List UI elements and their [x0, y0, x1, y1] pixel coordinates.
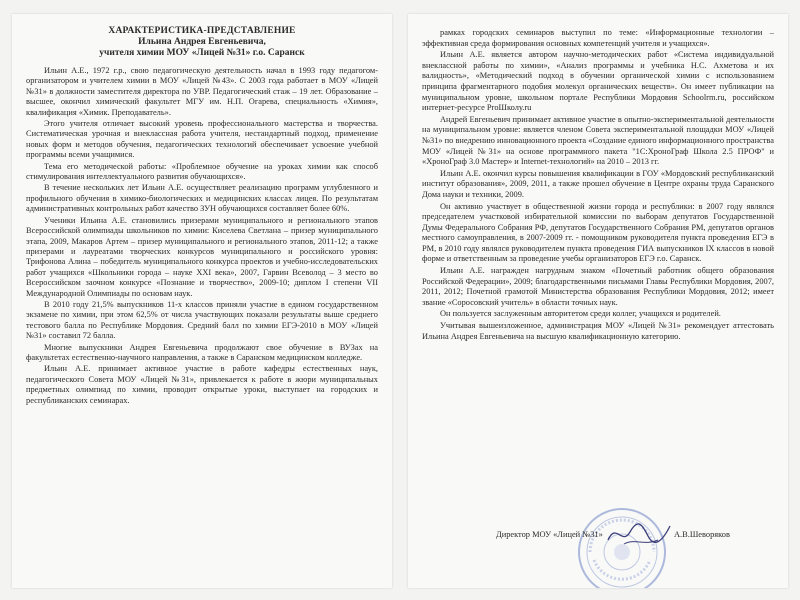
paragraph: Ученики Ильина А.Е. становились призерами муниципального и регионального этапов Всероссийской олимпиады школьников по химии: Киселева Светлана – призер муниципального этапа, 2009, Макаров Артем – призер муниципального и регионального этапов, 2011-12; а также призерами и лауреатами творческих конкурсов муниципального и российского уровня: Трифонова Алина – победитель муниципального конкурса проектов и учебно-исследовательских работ учащихся «Школьники города – науке XXI века», 2007, Гарвин Всеволод – 3 место во Всероссийском заочном конкурсе «Познание и творчество», 2009-10; диплом I степени VII Международной Олимпиады по основам наук. — [26, 215, 378, 298]
paragraph: Многие выпускники Андрея Евгеньевича продолжают свое обучение в ВУЗах на факультетах естественно-научного направления, а также в Саранском медицинском колледже. — [26, 342, 378, 362]
signature-block — [408, 510, 788, 588]
paragraph: Ильин А.Е., 1972 г.р., свою педагогическую деятельность начал в 1993 году педагогом-организатором и учителем химии в МОУ «Лицей №43». С 2003 года работает в МОУ «Лицей №31» в должности заместителя директора по УВР. Педагогический стаж – 19 лет. Образование – высшее, окончил химический факультет МГУ им. Н.П. Огарева, специальность «Химия», квалификация «Химик. Преподаватель». — [26, 66, 378, 117]
document-body-left — [12, 58, 392, 406]
paragraph: В течение нескольких лет Ильин А.Е. осуществляет реализацию программ углубленного и профильного обучения в химико-биологических и медицинских классах лицея. По результатам административных контрольных работ качество ЗУН обучающихся составляет более 60%. — [26, 183, 378, 214]
paragraph: Он активно участвует в общественной жизни города и республики: в 2007 году являлся председателем участковой избирательной комиссии по выборам депутатов Государственной Думы Федерального Собрания РФ, депутатов Государственного Собрания РМ, депутатов органов местного самоуправления, в 2007-2009 гг. - помощником руководителя пункта проведения ЕГЭ в РМ, в 2010 году являлся руководителем пункта проведения ГИА выпускников IX классов в новой форме и ответственным за проведение учебы организаторов ЕГЭ г.о. Саранск. — [422, 201, 774, 264]
paragraph: Тема его методической работы: «Проблемное обучение на уроках химии как способ стимулирования интеллектуального развития обучающихся». — [26, 161, 378, 182]
paragraph: Андрей Евгеньевич принимает активное участие в опытно-экспериментальной деятельности на муниципальном уровне: является членом Совета экспериментальной площадки МОУ «Лицей №31» по внедрению инновационного проекта «Создание единого информационного пространства МОУ «Лицей №31» на основе программного пакета "1С:ХроноГраф Школа 2.5 ПРОФ" и «ХроноГраф 3.0 Мастер» и Internet-технологий» на 2010 – 2013 гг. — [422, 114, 774, 167]
paragraph: Он пользуется заслуженным авторитетом среди коллег, учащихся и родителей. — [440, 309, 721, 319]
document-page-right — [408, 14, 788, 588]
paragraph: Ильин А.Е. награжден нагрудным знаком «Почетный работник общего образования Российской Федерации», 2009; благодарственными письмами Главы Республики Мордовия, 2007, 2011, 2012; Почетной грамотой Министерства образования Республики Мордовия, 2012; имеет звание «Соросовский учитель» в области точных наук. — [422, 266, 774, 307]
paragraph: рамках городских семинаров выступил по теме: «Информационные технологии – эффективная среда формирования основных компетенций учителя и учащихся». — [422, 28, 774, 48]
paragraph: В 2010 году 21,5% выпускников 11-х классов приняли участие в едином государственном экзамене по химии, при этом 62,5% от числа участвующих показали результаты выше среднего тестового балла по Республике Мордовия. Средний балл по химии ЕГЭ-2010 в МОУ «Лицей №31» составил 72 балла. — [26, 299, 378, 341]
paragraph: Учитывая вышеизложенное, администрация МОУ «Лицей №31» рекомендует аттестовать Ильина Андрея Евгеньевича на высшую квалификационную категорию. — [422, 321, 774, 341]
paragraph: Ильин А.Е. является автором научно-методических работ «Система индивидуальной внеклассной работы по химии», «Анализ программы и учебника Н.С. Ахметова и их валидность», «Методический подход в обучении органической химии с использованием принципа фрагментарного подобия молекул органических веществ». Он имеет публикации на муниципальном уровне, школьном портале Республики Мордовия Schoolrm.ru, российском интернет-ресурсе ProШколу.ru — [422, 50, 774, 113]
director-name: А.В.Шеворяков — [674, 530, 730, 539]
teacher-position: учителя химии МОУ «Лицей №31» г.о. Саранск — [99, 48, 305, 58]
document-page-left — [12, 14, 392, 588]
document-title: ХАРАКТЕРИСТИКА-ПРЕДСТАВЛЕНИЕ — [108, 26, 296, 36]
paragraph: Ильин А.Е. окончил курсы повышения квалификации в ГОУ «Мордовский республиканский институт образования», 2009, 2011, а также прошел обучение в Центре охраны труда Саранского Дома науки и техники, 2009. — [422, 168, 774, 199]
paragraph: Ильин А.Е. принимает активное участие в работе кафедры естественных наук, педагогического Совета МОУ «Лицей №31», привлекается к работе в жюри муниципальных предметных олимпиад по химии, проводит открытые уроки, выступает на городских и республиканских семинарах. — [26, 364, 378, 405]
teacher-name: Ильина Андрея Евгеньевича, — [138, 37, 266, 47]
paragraph: Этого учителя отличает высокий уровень профессионального мастерства и творчества. Систематическая урочная и внеклассная работа учителя, нестандартный подход, применение новых форм и методов обучения, педагогических технологий обеспечивает усвоение учебной программы всеми учащимися. — [26, 119, 378, 160]
document-body-right — [408, 14, 788, 342]
document-header — [12, 14, 392, 58]
signature-icon — [604, 516, 674, 550]
director-label: Директор МОУ «Лицей №31» — [496, 530, 603, 539]
